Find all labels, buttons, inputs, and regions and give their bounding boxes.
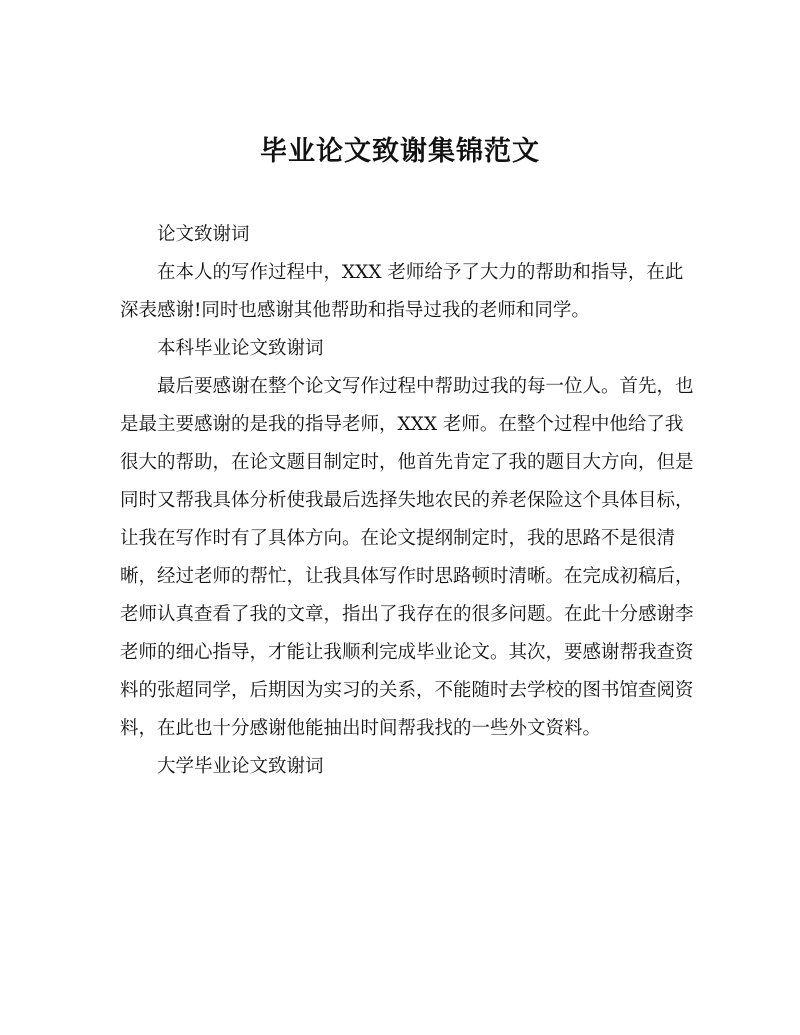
section-heading-undergraduate-acknowledgement: 本科毕业论文致谢词 [157,338,324,359]
section-heading-thesis-acknowledgement: 论文致谢词 [157,224,250,245]
document-title: 毕业论文致谢集锦范文 [260,136,540,167]
paragraph-detailed-thanks: 最后要感谢在整个论文写作过程中帮助过我的每一位人。首先，也是最主要感谢的是我的指导老师，XXX 老师。在整个过程中他给了我很大的帮助，在论文题目制定时，他首先肯定了我的题目大方向，但是同时又帮我具体分析使我最后选择失地农民的养老保险这个具体目标，让我在写作时有了具体方向。在论文提纲制定时，我的思路不是很清晰，经过老师的帮忙，让我具体写作时思路顿时清晰。在完成初稿后，老师认真查看了我的文章，指出了我存在的很多问题。在此十分感谢李老师的细心指导，才能让我顺利完成毕业论文。其次，要感谢帮我查资料的张超同学，后期因为实习的关系，不能随时去学校的图书馆查阅资料，在此也十分感谢他能抽出时间帮我找的一些外文资料。 [120,376,694,739]
document-body [120,216,695,786]
section-heading-university-acknowledgement: 大学毕业论文致谢词 [157,756,324,777]
paragraph-thanks-teacher: 在本人的写作过程中，XXX 老师给予了大力的帮助和指导，在此深表感谢!同时也感谢其他帮助和指导过我的老师和同学。 [120,262,684,321]
